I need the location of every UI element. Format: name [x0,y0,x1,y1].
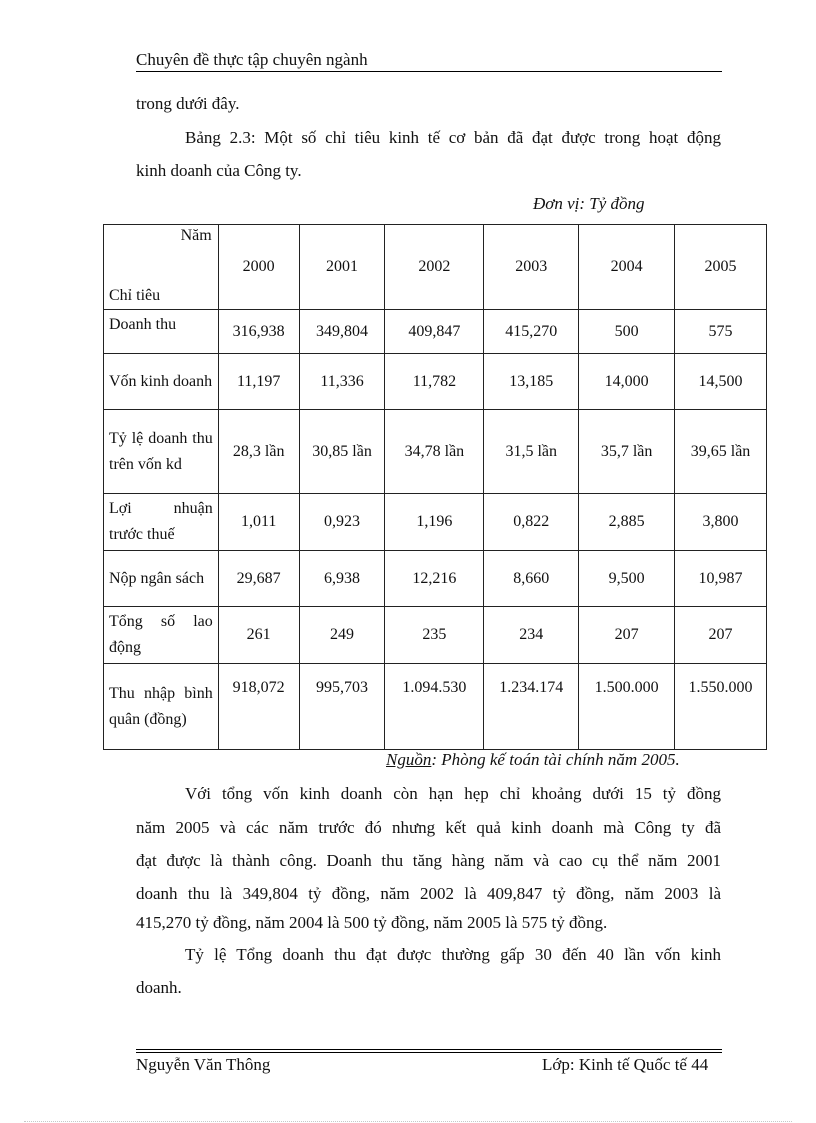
intro-line: trong dưới đây. [136,94,240,113]
table-cell: 575 [675,310,767,354]
year-header: 2005 [675,225,767,310]
table-cell: 316,938 [218,310,299,354]
paragraph-line: doanh. [136,978,182,997]
table-cell: 11,197 [218,354,299,410]
page-bottom-edge [24,1121,792,1122]
table-row [104,310,767,354]
table-cell: 11,782 [385,354,484,410]
table-cell: 14,500 [675,354,767,410]
paragraph-line: đạt được là thành công. Doanh thu tăng hàng năm và cao cụ thể năm 2001 [136,851,721,870]
table-cell: 261 [218,607,299,664]
table-cell: 39,65 lần [675,410,767,494]
row-label: Tỷ lệ doanh thu trên vốn kd [104,410,219,494]
table-cell: 9,500 [579,551,675,607]
table-cell: 1,196 [385,494,484,551]
table-cell: 249 [299,607,385,664]
table-cell: 415,270 [484,310,579,354]
table-cell: 500 [579,310,675,354]
footer-rule [136,1049,722,1050]
year-header: 2000 [218,225,299,310]
table-cell: 1.234.174 [484,664,579,750]
table-cell: 235 [385,607,484,664]
corner-indicator-label: Chỉ tiêu [109,287,161,304]
table-cell: 995,703 [299,664,385,750]
table-cell: 207 [579,607,675,664]
footer-class: Lớp: Kinh tế Quốc tế 44 [542,1055,709,1074]
row-label: Tổng số lao động [104,607,219,664]
table-row [104,607,767,664]
table-cell: 11,336 [299,354,385,410]
table-caption-line-1: Bảng 2.3: Một số chỉ tiêu kinh tế cơ bản đã đạt được trong hoạt động [185,128,721,147]
table-cell: 3,800 [675,494,767,551]
table-row [104,551,767,607]
corner-year-label: Năm [180,227,212,244]
indicators-table [103,224,767,750]
table-row [104,354,767,410]
page-header-title: Chuyên đề thực tập chuyên ngành [136,50,368,69]
paragraph-line: Tỷ lệ Tổng doanh thu đạt được thường gấp 30 đến 40 lần vốn kinh [185,945,721,964]
table-source [386,749,680,771]
table-cell: 207 [675,607,767,664]
table-caption-line-2: kinh doanh của Công ty. [136,161,302,180]
table-unit: Đơn vị: Tỷ đồng [533,194,645,213]
row-label: Vốn kinh doanh [104,354,219,410]
table-cell: 12,216 [385,551,484,607]
table-cell: 0,822 [484,494,579,551]
table-row [104,494,767,551]
year-header: 2002 [385,225,484,310]
header-rule [136,71,722,72]
footer-author: Nguyễn Văn Thông [136,1055,271,1074]
table-cell: 28,3 lần [218,410,299,494]
table-cell: 1,011 [218,494,299,551]
paragraph-line: năm 2005 và các năm trước đó nhưng kết quả kinh doanh mà Công ty đã [136,818,721,837]
source-text: : Phòng kế toán tài chính năm 2005. [431,750,680,769]
table-cell: 918,072 [218,664,299,750]
table-cell: 234 [484,607,579,664]
table-cell: 349,804 [299,310,385,354]
table-cell: 1.094.530 [385,664,484,750]
table-cell: 34,78 lần [385,410,484,494]
table-cell: 35,7 lần [579,410,675,494]
table-cell: 1.500.000 [579,664,675,750]
table-cell: 14,000 [579,354,675,410]
paragraph-line: Với tổng vốn kinh doanh còn hạn hẹp chỉ khoảng dưới 15 tỷ đồng [185,784,721,803]
row-label: Thu nhập bình quân (đồng) [104,664,219,750]
table-row [104,664,767,750]
table-cell: 409,847 [385,310,484,354]
table-cell: 10,987 [675,551,767,607]
table-cell: 30,85 lần [299,410,385,494]
table-cell: 2,885 [579,494,675,551]
paragraph-line: 415,270 tỷ đồng, năm 2004 là 500 tỷ đồng, năm 2005 là 575 tỷ đồng. [136,913,608,932]
table-cell: 0,923 [299,494,385,551]
table-row [104,410,767,494]
source-label: Nguồn [386,750,432,769]
table-cell: 8,660 [484,551,579,607]
footer-rule [136,1052,722,1053]
row-label: Lợi nhuận trước thuế [104,494,219,551]
table-cell: 31,5 lần [484,410,579,494]
paragraph-line: doanh thu là 349,804 tỷ đồng, năm 2002 là 409,847 tỷ đồng, năm 2003 là [136,884,721,903]
table-cell: 6,938 [299,551,385,607]
year-header: 2003 [484,225,579,310]
row-label: Nộp ngân sách [104,551,219,607]
year-header: 2001 [299,225,385,310]
year-header: 2004 [579,225,675,310]
table-cell: 13,185 [484,354,579,410]
table-cell: 1.550.000 [675,664,767,750]
row-label: Doanh thu [104,310,219,354]
table-corner-cell [104,225,219,310]
table-header-row [104,225,767,310]
table-cell: 29,687 [218,551,299,607]
